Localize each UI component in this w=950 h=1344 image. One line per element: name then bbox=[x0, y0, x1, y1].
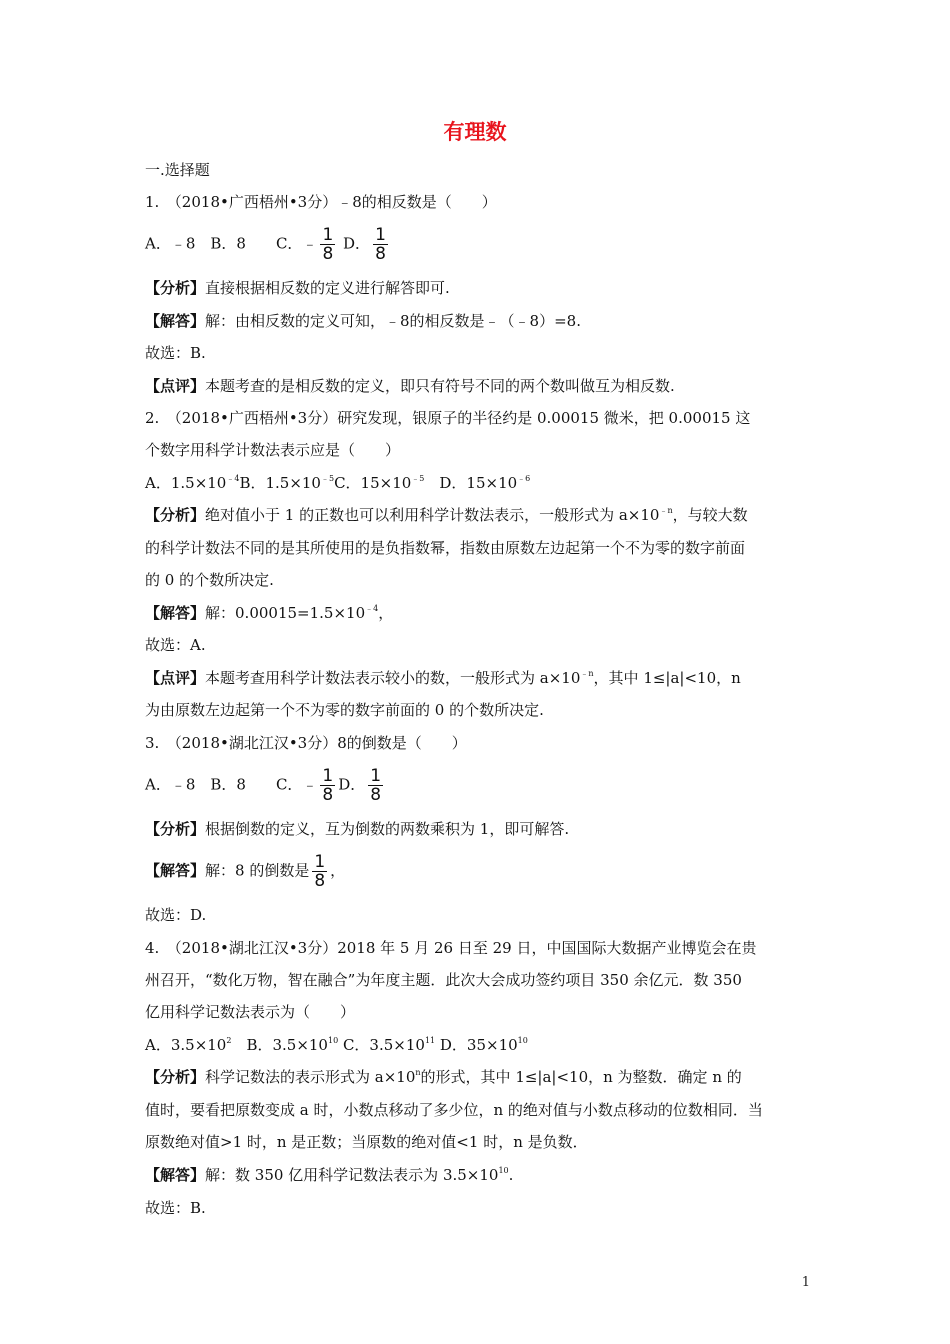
q2-choice: 故选：A. bbox=[145, 636, 206, 654]
q4-stem-line2: 州召开，“数化万物，智在融合”为年度主题．此次大会成功签约项目 350 余亿元．数 350 bbox=[145, 971, 742, 989]
section-heading: 一.选择题 bbox=[145, 161, 210, 179]
q3-stem: 3. （2018•湖北江汉•3分）8的倒数是（ ） bbox=[145, 734, 467, 752]
q4-analysis-line3: 原数绝对值>1 时，n 是正数；当原数的绝对值<1 时，n 是负数． bbox=[145, 1133, 588, 1151]
q4-options: A．$3.5\times 10^2$ B．$3.5\times 10^{10}$ C．$3.5\times 10^{11}$ D．$35\times 10^{10}$ bbox=[145, 1036, 528, 1054]
q4-analysis-line1: 【分析】科学记数法的表示形式为 $a\times 10^n$的形式，其中 1≤|a|<10，n 为整数．确定 n 的 bbox=[145, 1068, 742, 1086]
q1-choice: 故选：B. bbox=[145, 344, 206, 362]
q2-comment-line2: 为由原数左边起第一个不为零的数字前面的 0 的个数所决定. bbox=[145, 701, 544, 719]
q2-analysis-line2: 的科学计数法不同的是其所使用的是负指数幂，指数由原数左边起第一个不为零的数字前面 bbox=[145, 539, 746, 557]
q1-comment: 【点评】本题考查的是相反数的定义，即只有符号不同的两个数叫做互为相反数. bbox=[145, 377, 675, 395]
q1-answer: 【解答】解：由相反数的定义可知，﹣8的相反数是﹣（﹣8）=8. bbox=[145, 312, 581, 330]
q3-answer: 【解答】解：8 的倒数是 $\frac{1}{8}$ ， bbox=[145, 852, 346, 891]
q2-stem-line1: 2. （2018•广西梧州•3分）研究发现，银原子的半径约是 0.00015 微米，把 0.00015 这 bbox=[145, 409, 751, 427]
q2-comment-line1: 【点评】本题考查用科学计数法表示较小的数，一般形式为 $a\times 10^{﹣n}$，其中 1≤|a|<10，n bbox=[145, 669, 741, 687]
q2-options: A．$1.5\times 10^{﹣4}B$．$1.5\times 10^{﹣5}C$．$15\times 10^{﹣5}$ D．$15\times 10^{﹣6}$ bbox=[145, 474, 531, 492]
q4-stem-line3: 亿用科学记数法表示为（ ） bbox=[145, 1003, 356, 1021]
q3-option-d-fraction: $\frac{1}{8}$ bbox=[370, 766, 382, 805]
q2-analysis-line3: 的 0 的个数所决定. bbox=[145, 571, 274, 589]
q2-answer: 【解答】解：$0.00015=1.5\times 10^{﹣4}$， bbox=[145, 604, 394, 622]
q1-stem: 1. （2018•广西梧州•3分）﹣8的相反数是（ ） bbox=[145, 193, 497, 211]
q2-analysis-line1: 【分析】绝对值小于 1 的正数也可以利用科学计数法表示，一般形式为 $a\times 10^{﹣n}$，与较大数 bbox=[145, 506, 748, 524]
q1-options: A．﹣8 B．8 C．﹣ $\frac{1}{8}$ D． $\frac{1}{8}$ bbox=[145, 225, 386, 264]
q4-stem-line1: 4. （2018•湖北江汉•3分）2018 年 5 月 26 日至 29 日，中国国际大数据产业博览会在贵 bbox=[145, 939, 757, 957]
q3-option-c-fraction: $\frac{1}{8}$ bbox=[322, 766, 334, 805]
q2-stem-line2: 个数字用科学计数法表示应是（ ） bbox=[145, 441, 401, 459]
page-number: 1 bbox=[801, 1275, 810, 1290]
q4-answer: 【解答】解：数 350 亿用科学记数法表示为 $3.5\times 10^{10}$. bbox=[145, 1166, 514, 1184]
q1-option-c-fraction: $\frac{1}{8}$ bbox=[322, 225, 334, 264]
q1-option-d-fraction: $\frac{1}{8}$ bbox=[375, 225, 386, 264]
q3-choice: 故选：D. bbox=[145, 906, 207, 924]
q3-analysis: 【分析】根据倒数的定义，互为倒数的两数乘积为 1，即可解答. bbox=[145, 820, 570, 838]
q3-answer-fraction: $\frac{1}{8}$ bbox=[314, 852, 326, 891]
q4-choice: 故选：B. bbox=[145, 1199, 206, 1217]
q4-analysis-line2: 值时，要看把原数变成 a 时，小数点移动了多少位，n 的绝对值与小数点移动的位数相同．当 bbox=[145, 1101, 763, 1119]
q3-options: A．﹣8 B．8 C．﹣ $\frac{1}{8}$ D． $\frac{1}{8}$ bbox=[145, 766, 382, 805]
q1-analysis: 【分析】直接根据相反数的定义进行解答即可. bbox=[145, 279, 450, 297]
page-title: 有理数 bbox=[443, 120, 507, 144]
